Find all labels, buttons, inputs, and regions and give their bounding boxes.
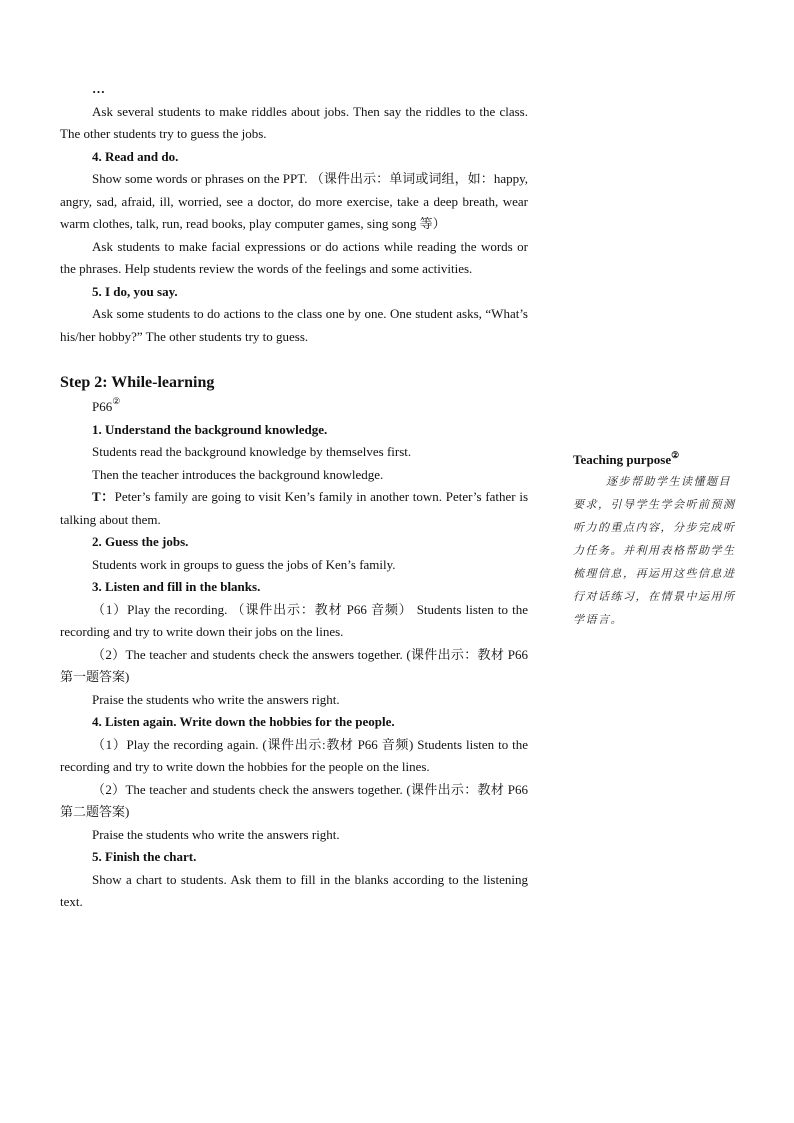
- group-work-line: Students work in groups to guess the jobs of Ken’s family.: [92, 556, 396, 572]
- read-background-line: Students read the background knowledge by themselves first.: [92, 444, 412, 459]
- footnote-mark: ②: [671, 450, 680, 460]
- praise-line: Praise the students who write the answers right.: [92, 691, 340, 707]
- praise-line-2: Praise the students who write the answers right.: [92, 826, 340, 842]
- check-answers-2-paragraph: （2）The teacher and students check the answers together. (课件出示：教材 P66 第二题答案): [60, 781, 528, 819]
- heading-read-and-do: 4. Read and do.: [92, 148, 179, 164]
- actions-paragraph: Ask some students to do actions to the class one by one. One student asks, “What’s his/her hobby?” The other students try to guess.: [60, 306, 528, 344]
- facial-expressions-paragraph: Ask students to make facial expressions or do actions while reading the words or the phrases. Help students review the words of the feelings and some activities.: [60, 238, 528, 276]
- teacher-label: T：: [92, 489, 115, 504]
- chart-paragraph: Show a chart to students. Ask them to fill in the blanks according to the listening text.: [60, 871, 528, 909]
- heading-finish-chart: 5. Finish the chart.: [92, 849, 197, 864]
- teacher-introduces-line: Then the teacher introduces the background knowledge.: [92, 466, 384, 482]
- lesson-plan-body: [60, 78, 528, 914]
- heading-i-do-you-say: 5. I do, you say.: [92, 283, 178, 299]
- footnote-mark: ②: [112, 396, 121, 406]
- heading-guess-the-jobs: 2. Guess the jobs.: [92, 534, 189, 549]
- step-2-title: Step 2: While-learning: [60, 374, 215, 391]
- play-recording-paragraph: （1）Play the recording. （课件出示：教材 P66 音频） Students listen to the recording and try to write down their jobs on the lines.: [60, 601, 528, 639]
- ppt-words-paragraph: Show some words or phrases on the PPT. （课件出示：单词或词组，如：happy, angry, sad, afraid, ill, worried, see a doctor, do more exercise, take a deep breath, wear warm clothes, talk, run, read books, play computer games, sing song 等）: [60, 171, 528, 231]
- teacher-speech: T：Peter’s family are going to visit Ken’s family in another town. Peter’s father is talking about them.: [60, 489, 528, 527]
- check-answers-paragraph: （2）The teacher and students check the answers together. (课件出示：教材 P66 第一题答案): [60, 646, 528, 684]
- teaching-purpose-title: Teaching purpose②: [573, 450, 680, 467]
- teaching-purpose-text: 逐步帮助学生读懂题目要求，引导学生学会听前预测听力的重点内容，分步完成听力任务。并利用表格帮助学生梳理信息，再运用这些信息进行对话练习，在情景中运用所学语言。: [573, 475, 736, 626]
- heading-listen-fill: 3. Listen and fill in the blanks.: [92, 579, 261, 594]
- heading-background-knowledge: 1. Understand the background knowledge.: [92, 421, 328, 437]
- ellipsis: …: [92, 81, 106, 96]
- heading-listen-again: 4. Listen again. Write down the hobbies for the people.: [92, 714, 395, 729]
- riddles-paragraph: Ask several students to make riddles about jobs. Then say the riddles to the class. The other students try to guess the jobs.: [60, 103, 528, 141]
- page-reference: P66②: [92, 396, 121, 414]
- play-again-paragraph: （1）Play the recording again. (课件出示:教材 P66 音频) Students listen to the recording and try to write down the hobbies for the people on the lines.: [60, 736, 528, 774]
- teaching-purpose-note: [573, 450, 739, 631]
